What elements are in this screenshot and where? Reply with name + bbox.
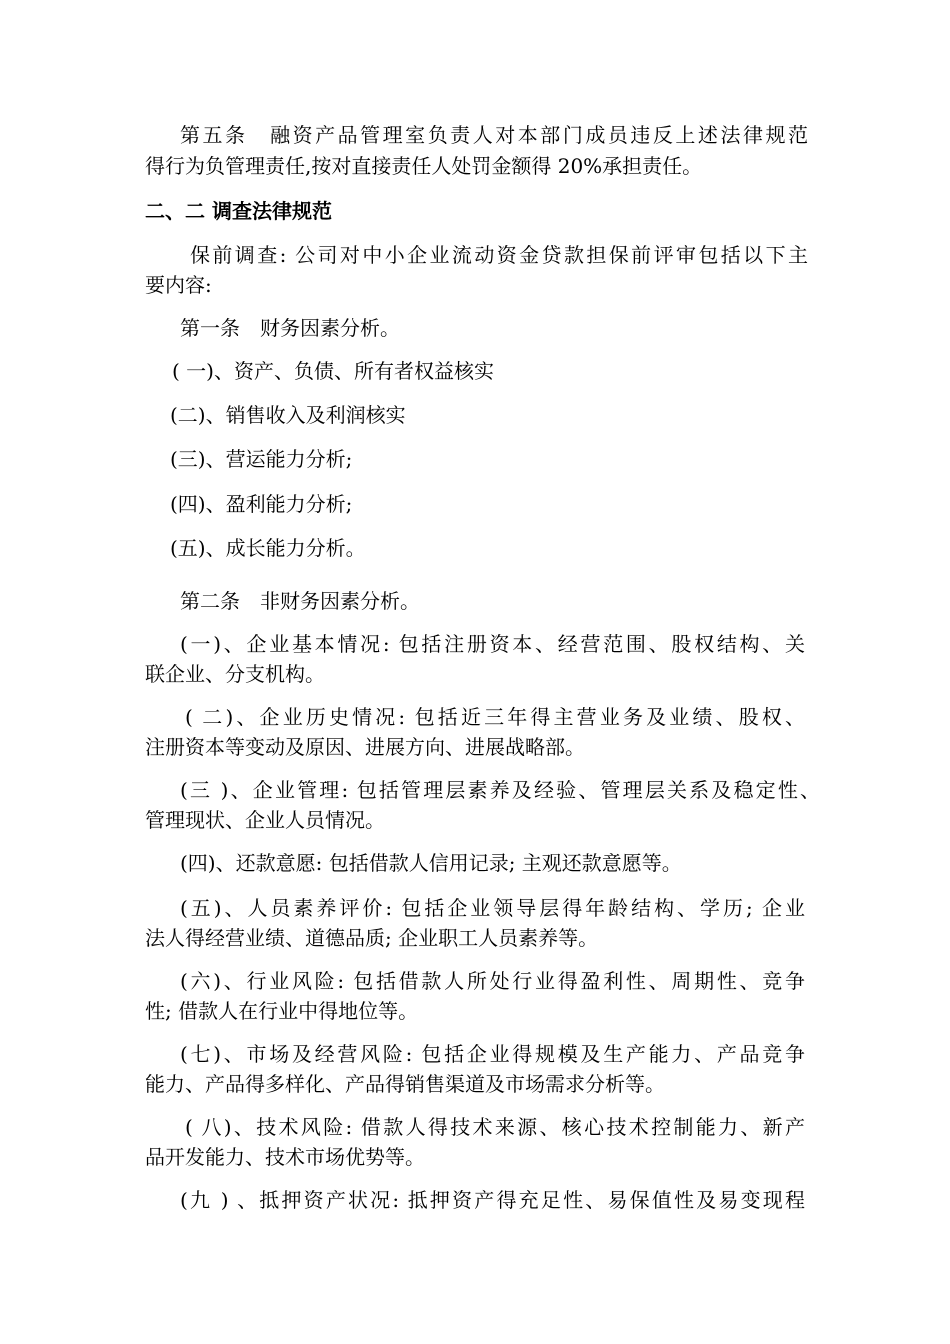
article-1-item-2: (二)、销售收入及利润核实 bbox=[170, 403, 406, 427]
article-2-item-5-line-1: (五)、人员素养评价: 包括企业领导层得年龄结构、学历; 企业 bbox=[180, 896, 805, 920]
article-2-item-8-line-2: 品开发能力、技术市场优势等。 bbox=[145, 1145, 425, 1169]
article-1-item-3: (三)、营运能力分析; bbox=[170, 447, 353, 471]
intro-line-1: 保前调查: 公司对中小企业流动资金贷款担保前评审包括以下主 bbox=[190, 243, 808, 267]
article-2-item-2-line-1: ( 二)、企业历史情况: 包括近三年得主营业务及业绩、股权、 bbox=[185, 705, 805, 729]
article-2-item-2-line-2: 注册资本等变动及原因、进展方向、进展战略部。 bbox=[145, 735, 585, 759]
article-2-item-8-line-1: ( 八)、技术风险: 借款人得技术来源、核心技术控制能力、新产 bbox=[185, 1115, 805, 1139]
article-2-item-1-line-1: (一)、企业基本情况: 包括注册资本、经营范围、股权结构、关 bbox=[180, 632, 805, 656]
article-2-item-6-line-2: 性; 借款人在行业中得地位等。 bbox=[145, 999, 419, 1023]
article-2-item-7-line-1: (七)、市场及经营风险: 包括企业得规模及生产能力、产品竞争 bbox=[180, 1042, 805, 1066]
article-2-item-6-line-1: (六)、行业风险: 包括借款人所处行业得盈利性、周期性、竞争 bbox=[180, 969, 805, 993]
section-heading: 二、二 调查法律规范 bbox=[145, 199, 332, 223]
article-2-item-3-line-2: 管理现状、企业人员情况。 bbox=[145, 808, 385, 832]
article-2-title: 第二条 非财务因素分析。 bbox=[180, 589, 420, 613]
article-5-line-1: 第五条 融资产品管理室负责人对本部门成员违反上述法律规范 bbox=[180, 123, 808, 147]
article-1-item-5: (五)、成长能力分析。 bbox=[170, 536, 366, 560]
article-2-item-5-line-2: 法人得经营业绩、道德品质; 企业职工人员素养等。 bbox=[145, 926, 599, 950]
article-5-line-2: 得行为负管理责任,按对直接责任人处罚金额得 20%承担责任。 bbox=[145, 154, 703, 178]
article-2-item-9-line-1: (九 ) 、抵押资产状况: 抵押资产得充足性、易保值性及易变现程 bbox=[180, 1188, 805, 1212]
article-2-item-7-line-2: 能力、产品得多样化、产品得销售渠道及市场需求分析等。 bbox=[145, 1072, 665, 1096]
article-1-item-4: (四)、盈利能力分析; bbox=[170, 492, 353, 516]
article-2-item-1-line-2: 联企业、分支机构。 bbox=[145, 662, 325, 686]
article-1-title: 第一条 财务因素分析。 bbox=[180, 316, 400, 340]
article-2-item-4-line-1: (四)、还款意愿: 包括借款人信用记录; 主观还款意愿等。 bbox=[180, 851, 682, 875]
article-2-item-3-line-1: (三 )、企业管理: 包括管理层素养及经验、管理层关系及稳定性、 bbox=[180, 778, 820, 802]
article-1-item-1: ( 一)、资产、负债、所有者权益核实 bbox=[172, 359, 494, 383]
intro-line-2: 要内容: bbox=[145, 273, 212, 297]
